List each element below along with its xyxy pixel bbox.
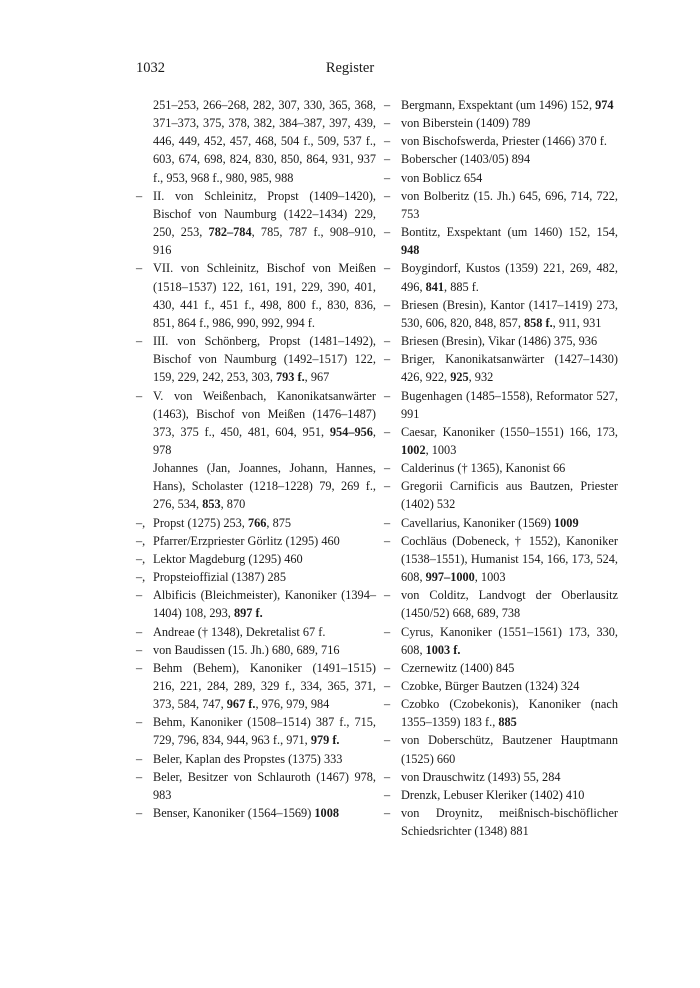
index-entry bbox=[136, 532, 376, 550]
entry-text: VII. von Schleinitz, Bischof von Meißen (1518–1537) 122, 161, 191, 229, 390, 401, 430, 441 f., 451 f., 498, 800 f., 830, 836, 851, 864 f., 986, 990, 992, 994 f. bbox=[153, 261, 376, 330]
entry-text: Cyrus, Kanoniker (1551–1561) 173, 330, 608, bbox=[401, 624, 618, 657]
entry-dash: – bbox=[384, 806, 391, 821]
entry-dash: – bbox=[384, 170, 391, 185]
entry-main-reference: 1002 bbox=[401, 442, 426, 457]
entry-text: Bontitz, Exspektant (um 1460) 152, 154, bbox=[401, 225, 618, 240]
entry-dash: – bbox=[384, 787, 391, 802]
index-entry bbox=[384, 187, 618, 223]
index-entry bbox=[136, 641, 376, 659]
entry-dash: –, bbox=[136, 533, 146, 548]
entry-main-reference: 925 bbox=[450, 370, 469, 385]
entry-dash: – bbox=[136, 715, 143, 730]
index-entry bbox=[384, 677, 618, 695]
entry-text: Cavellarius, Kanoniker (1569) bbox=[401, 515, 554, 530]
entry-tail: , 885 f. bbox=[444, 279, 479, 294]
entry-dash: – bbox=[384, 424, 391, 439]
entry-main-reference: 782–784 bbox=[208, 225, 252, 240]
index-entry bbox=[384, 695, 618, 731]
index-entry bbox=[136, 459, 376, 513]
entry-dash: – bbox=[384, 352, 391, 367]
entry-dash: – bbox=[136, 642, 143, 657]
index-entry bbox=[384, 332, 618, 350]
index-entry bbox=[136, 550, 376, 568]
entry-text: III. von Schönberg, Propst (1481–1492), Bischof von Naumburg (1492–1517) 122, 159, 229, 242, 253, 303, bbox=[153, 334, 376, 385]
entry-dash: – bbox=[384, 624, 391, 639]
entry-text: Pfarrer/Erzpriester Görlitz (1295) 460 bbox=[153, 533, 340, 548]
entry-dash: – bbox=[384, 697, 391, 712]
entry-text: Albificis (Bleichmeister), Kanoniker (1394–1404) 108, 293, bbox=[153, 588, 376, 621]
entry-text: Czobko (Czobekonis), Kanoniker (nach 1355–1359) 183 f., bbox=[401, 697, 618, 730]
entry-dash: – bbox=[384, 152, 391, 167]
entry-tail: , 967 bbox=[304, 370, 330, 385]
index-entry bbox=[136, 623, 376, 641]
entry-dash: –, bbox=[136, 570, 146, 585]
entry-dash: – bbox=[384, 679, 391, 693]
index-entry bbox=[136, 96, 376, 187]
entry-main-reference: 948 bbox=[401, 243, 420, 258]
index-entry bbox=[384, 768, 618, 786]
index-entry bbox=[136, 332, 376, 386]
index-entry bbox=[136, 586, 376, 622]
entry-dash: – bbox=[136, 751, 143, 766]
entry-main-reference: 793 f. bbox=[275, 370, 305, 385]
entry-dash: –, bbox=[136, 551, 146, 566]
index-entry bbox=[136, 659, 376, 713]
index-entry bbox=[384, 423, 618, 459]
entry-text: Briesen (Bresin), Vikar (1486) 375, 936 bbox=[401, 334, 598, 349]
entry-main-reference: 885 bbox=[498, 715, 517, 730]
entry-dash: – bbox=[384, 479, 391, 494]
entry-tail: , 1003 bbox=[474, 570, 506, 585]
index-entry bbox=[384, 96, 618, 114]
entry-dash: –, bbox=[136, 515, 146, 530]
entry-dash: – bbox=[384, 533, 391, 548]
entry-dash: – bbox=[384, 461, 391, 476]
entry-main-reference: 954–956 bbox=[329, 424, 373, 439]
entry-main-reference: 979 f. bbox=[310, 733, 340, 748]
entry-dash: – bbox=[136, 806, 143, 821]
entry-main-reference: 1009 bbox=[554, 515, 579, 530]
entry-text: von Biberstein (1409) 789 bbox=[401, 116, 531, 131]
entry-dash: – bbox=[384, 733, 391, 748]
entry-text: von Droynitz, meißnisch-bischöflicher Schiedsrichter (1348) 881 bbox=[401, 806, 618, 839]
index-entry bbox=[136, 804, 376, 822]
entry-dash: – bbox=[136, 624, 143, 639]
index-entry bbox=[384, 514, 618, 532]
entry-text: 251–253, 266–268, 282, 307, 330, 365, 368, 371–373, 375, 378, 382, 384–387, 397, 439, 446, 449, 452, 457, 468, 504 f., 509, 537 f., 603, 674, 698, 824, 830, 850, 864, 931, 937 f., 953, 968 f., 980, 985, 988 bbox=[153, 98, 376, 185]
index-column-left bbox=[136, 96, 376, 822]
entry-tail: , 976, 979, 984 bbox=[255, 697, 330, 712]
entry-main-reference: 997–1000 bbox=[425, 570, 475, 585]
entry-dash: – bbox=[384, 134, 391, 149]
index-entry bbox=[384, 586, 618, 622]
entry-text: von Drauschwitz (1493) 55, 284 bbox=[401, 769, 561, 784]
entry-dash: – bbox=[384, 297, 391, 312]
index-entry bbox=[384, 804, 618, 840]
entry-text: Gregorii Carnificis aus Bautzen, Priester (1402) 532 bbox=[401, 479, 618, 512]
entry-text: Boberscher (1403/05) 894 bbox=[401, 152, 531, 167]
entry-text: von Doberschütz, Bautzener Hauptmann (1525) 660 bbox=[401, 733, 618, 766]
entry-dash: – bbox=[136, 588, 143, 603]
running-head: Register bbox=[325, 60, 375, 76]
index-entry bbox=[384, 169, 618, 187]
entry-text: Briesen (Bresin), Kantor (1417–1419) 273, 530, 606, 820, 848, 857, bbox=[401, 297, 618, 330]
entry-dash: – bbox=[136, 769, 143, 784]
entry-dash: – bbox=[384, 98, 391, 112]
entry-main-reference: 974 bbox=[595, 98, 614, 112]
entry-text: II. von Schleinitz, Propst (1409–1420), Bischof von Naumburg (1422–1434) 229, 250, 253, bbox=[153, 188, 376, 240]
entry-main-reference: 841 bbox=[425, 279, 445, 294]
entry-text: Calderinus († 1365), Kanonist 66 bbox=[401, 461, 566, 476]
entry-dash: – bbox=[384, 388, 391, 403]
entry-text: Behm (Behem), Kanoniker (1491–1515) 216, 221, 284, 289, 329 f., 334, 365, 371, 373, 584, 747, bbox=[153, 660, 376, 712]
entry-dash: – bbox=[384, 515, 391, 530]
index-entry bbox=[384, 786, 618, 804]
index-entry bbox=[384, 659, 618, 677]
entry-main-reference: 1003 f. bbox=[425, 642, 461, 657]
entry-text: Andreae († 1348), Dekretalist 67 f. bbox=[153, 624, 326, 639]
entry-text: Benser, Kanoniker (1564–1569) bbox=[153, 806, 315, 821]
entry-dash: – bbox=[136, 261, 143, 276]
entry-text: Caesar, Kanoniker (1550–1551) 166, 173, bbox=[401, 424, 618, 439]
page-number: 1032 bbox=[136, 60, 165, 76]
index-column-right bbox=[384, 96, 618, 840]
entry-text: Lektor Magdeburg (1295) 460 bbox=[153, 551, 303, 566]
index-entry bbox=[136, 750, 376, 768]
entry-dash: – bbox=[136, 660, 143, 675]
entry-main-reference: 897 f. bbox=[233, 606, 263, 621]
entry-text: Czobke, Bürger Bautzen (1324) 324 bbox=[401, 679, 580, 693]
entry-main-reference: 766 bbox=[247, 515, 267, 530]
entry-dash: – bbox=[384, 188, 391, 203]
entry-text: Briger, Kanonikatsanwärter (1427–1430) 426, 922, bbox=[401, 352, 618, 385]
entry-text: Beler, Besitzer von Schlauroth (1467) 978, 983 bbox=[153, 769, 376, 802]
entry-text: Drenzk, Lebuser Kleriker (1402) 410 bbox=[401, 787, 585, 802]
index-entry bbox=[384, 114, 618, 132]
entry-main-reference: 858 f. bbox=[523, 315, 553, 330]
index-entry bbox=[136, 187, 376, 260]
entry-main-reference: 853 bbox=[202, 497, 221, 512]
entry-dash: – bbox=[136, 334, 143, 349]
entry-dash: – bbox=[384, 261, 391, 276]
entry-tail: , 785, 787 f., 908–910, 916 bbox=[153, 225, 376, 258]
entry-dash: – bbox=[384, 588, 391, 603]
entry-text: Johannes (Jan, Joannes, Johann, Hannes, Hans), Scholaster (1218–1228) 79, 269 f., 276, 534, bbox=[153, 461, 376, 512]
entry-tail: , 932 bbox=[468, 370, 494, 385]
index-entry bbox=[136, 768, 376, 804]
entry-text: Propst (1275) 253, bbox=[153, 515, 248, 530]
entry-tail: , 875 bbox=[266, 515, 292, 530]
entry-main-reference: 1008 bbox=[314, 806, 339, 821]
index-entry bbox=[136, 713, 376, 749]
entry-tail: , 1003 bbox=[425, 442, 457, 457]
index-entry bbox=[384, 623, 618, 659]
entry-dash: – bbox=[136, 388, 143, 403]
entry-tail: , 978 bbox=[153, 424, 376, 457]
index-entry bbox=[384, 150, 618, 168]
index-entry bbox=[136, 259, 376, 332]
entry-text: Boygindorf, Kustos (1359) 221, 269, 482, 496, bbox=[401, 261, 618, 294]
entry-text: von Bischofswerda, Priester (1466) 370 f. bbox=[401, 134, 607, 149]
entry-text: Bugenhagen (1485–1558), Reformator 527, 991 bbox=[401, 388, 618, 421]
index-entry bbox=[384, 459, 618, 477]
entry-text: von Boblicz 654 bbox=[401, 170, 483, 185]
entry-text: Czernewitz (1400) 845 bbox=[401, 660, 515, 675]
entry-text: Propsteioffizial (1387) 285 bbox=[153, 570, 286, 585]
entry-tail: , 911, 931 bbox=[552, 315, 602, 330]
entry-text: Behm, Kanoniker (1508–1514) 387 f., 715, 729, 796, 834, 944, 963 f., 971, bbox=[153, 715, 376, 748]
entry-dash: – bbox=[384, 660, 391, 675]
index-entry bbox=[384, 296, 618, 332]
entry-tail: , 870 bbox=[220, 497, 246, 512]
entry-text: Beler, Kaplan des Propstes (1375) 333 bbox=[153, 751, 343, 766]
index-entry bbox=[136, 568, 376, 586]
entry-text: von Bolberitz (15. Jh.) 645, 696, 714, 722, 753 bbox=[401, 188, 618, 221]
entry-dash: – bbox=[384, 334, 391, 349]
index-entry bbox=[384, 532, 618, 586]
index-entry bbox=[384, 477, 618, 513]
index-entry bbox=[384, 387, 618, 423]
entry-main-reference: 967 f. bbox=[226, 697, 256, 712]
index-entry bbox=[384, 223, 618, 259]
index-entry bbox=[136, 387, 376, 460]
index-entry bbox=[384, 259, 618, 295]
entry-text: von Colditz, Landvogt der Oberlausitz (1450/52) 668, 689, 738 bbox=[401, 588, 618, 621]
entry-dash: – bbox=[384, 769, 391, 784]
entry-dash: – bbox=[136, 188, 143, 203]
index-entry bbox=[136, 514, 376, 532]
entry-text: Cochläus (Dobeneck, † 1552), Kanoniker (1538–1551), Humanist 154, 166, 173, 524, 608, bbox=[401, 533, 618, 585]
index-entry bbox=[384, 350, 618, 386]
entry-dash: – bbox=[384, 116, 391, 131]
entry-text: V. von Weißenbach, Kanonikatsanwärter (1463), Bischof von Meißen (1476–1487) 373, 375 f., 450, 481, 604, 951, bbox=[153, 388, 376, 439]
index-entry bbox=[384, 731, 618, 767]
entry-text: Bergmann, Exspektant (um 1496) 152, bbox=[401, 98, 596, 112]
entry-text: von Baudissen (15. Jh.) 680, 689, 716 bbox=[153, 642, 340, 657]
index-entry bbox=[384, 132, 618, 150]
entry-dash: – bbox=[384, 225, 391, 240]
